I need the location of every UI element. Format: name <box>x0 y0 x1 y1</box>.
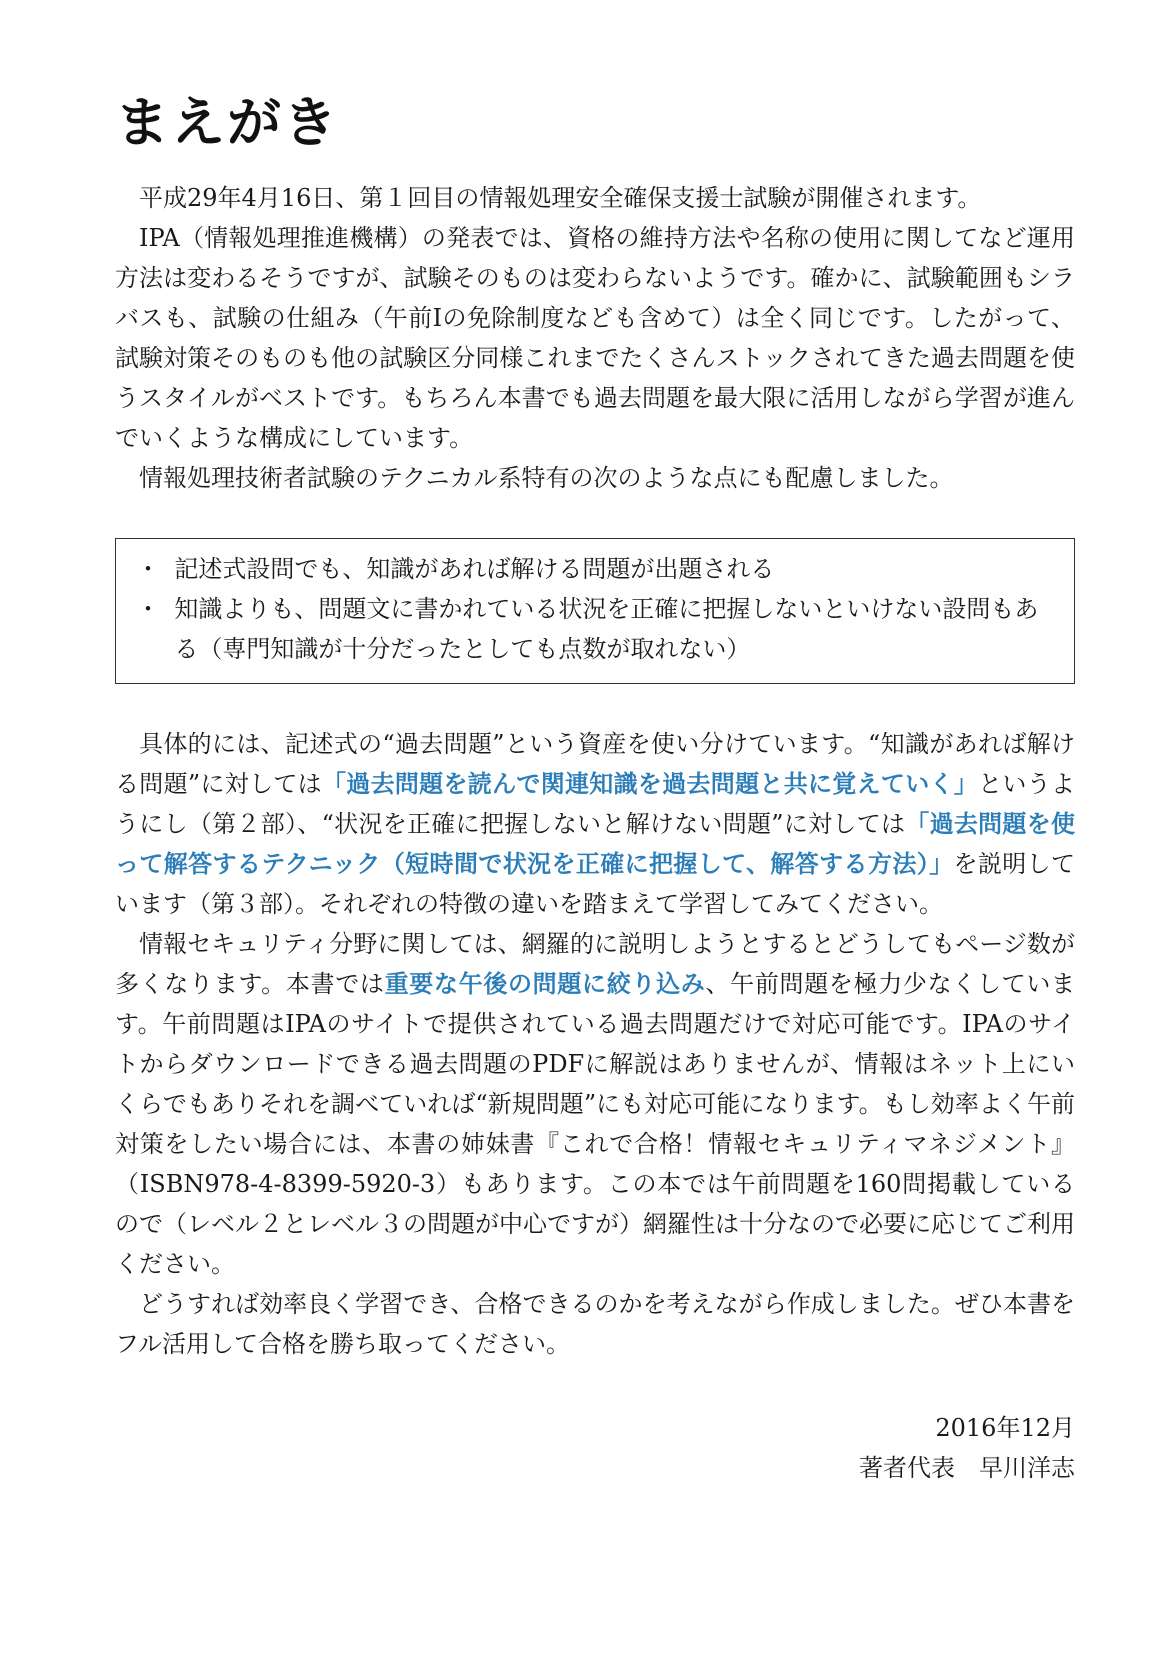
detail-text: というようにし（第２部）、“状況を正確に把握しないと解けない問題”に対しては <box>115 770 1076 838</box>
intro-paragraph-3: 情報処理技術者試験のテクニカル系特有の次のような点にも配慮しました。 <box>139 464 954 492</box>
points-box-item-text: 記述式設問でも、知識があれば解ける問題が出題される <box>174 555 775 583</box>
detail-text: 、午前問題を極力少なくしています。午前問題はIPAのサイトで提供されている過去問題だけで対応可能です。IPAのサイトからダウンロードできる過去問題のPDFに解説はありませんが、情報はネット上にいくらでもありそれを調べていれば“新規問題”にも対応可能になります。もし効率よく午前対策をしたい場合には、本書の姉妹書『これで合格！情報セキュリティマネジメント』（ISBN978-4-8399-5920-3）もあります。この本では午前問題を160問掲載しているので（レベル２とレベル３の問題が中心ですが）網羅性は十分なので必要に応じてご利用ください。 <box>115 970 1076 1278</box>
highlight-text: 重要な午後の問題に絞り込み <box>384 969 706 998</box>
highlight-text: 「過去問題を使って解答するテクニック（短時間で状況を正確に把握して、解答する方法）」 <box>115 809 1075 878</box>
points-box-item-text: 知識よりも、問題文に書かれている状況を正確に把握しないといけない設問もある（専門知識が十分だったとしても点数が取れない） <box>174 595 1039 663</box>
bullet-icon: ・ <box>136 555 160 583</box>
page-title: まえがき <box>115 91 339 154</box>
detail-section <box>115 724 1075 1364</box>
signature-author: 著者代表 早川洋志 <box>859 1454 1075 1482</box>
points-box-item <box>136 589 1054 669</box>
signature-block <box>115 1408 1075 1488</box>
bullet-icon: ・ <box>136 595 160 623</box>
detail-paragraph-3: どうすれば効率良く学習でき、合格できるのかを考えながら作成しました。ぜひ本書をフル活用して合格を勝ち取ってください。 <box>115 1290 1075 1358</box>
signature-date: 2016年12月 <box>935 1414 1075 1442</box>
detail-text: 具体的には、記述式の“過去問題”という資産を使い分けています。“知識があれば解ける問題”に対しては <box>115 730 1075 798</box>
points-box <box>115 538 1075 684</box>
highlight-text: 「過去問題を読んで関連知識を過去問題と共に覚えていく」 <box>321 769 979 798</box>
detail-paragraph-1 <box>115 724 1075 924</box>
detail-text: 情報セキュリティ分野に関しては、網羅的に説明しようとするとどうしてもページ数が多くなります。本書では <box>115 930 1075 998</box>
intro-section <box>115 178 1075 498</box>
points-box-item <box>136 549 1054 589</box>
intro-paragraph-2: IPA（情報処理推進機構）の発表では、資格の維持方法や名称の使用に関してなど運用方法は変わるそうですが、試験そのものは変わらないようです。確かに、試験範囲もシラバスも、試験の仕組み（午前Ⅰの免除制度なども含めて）は全く同じです。したがって、試験対策そのものも他の試験区分同様これまでたくさんストックされてきた過去問題を使うスタイルがベストです。もちろん本書でも過去問題を最大限に活用しながら学習が進んでいくような構成にしています。 <box>115 224 1075 452</box>
intro-paragraph-1: 平成29年4月16日、第１回目の情報処理安全確保支援士試験が開催されます。 <box>139 184 982 212</box>
detail-text: を説明しています（第３部）。それぞれの特徴の違いを踏まえて学習してみてください。 <box>115 850 1075 918</box>
detail-paragraph-2 <box>115 924 1075 1284</box>
